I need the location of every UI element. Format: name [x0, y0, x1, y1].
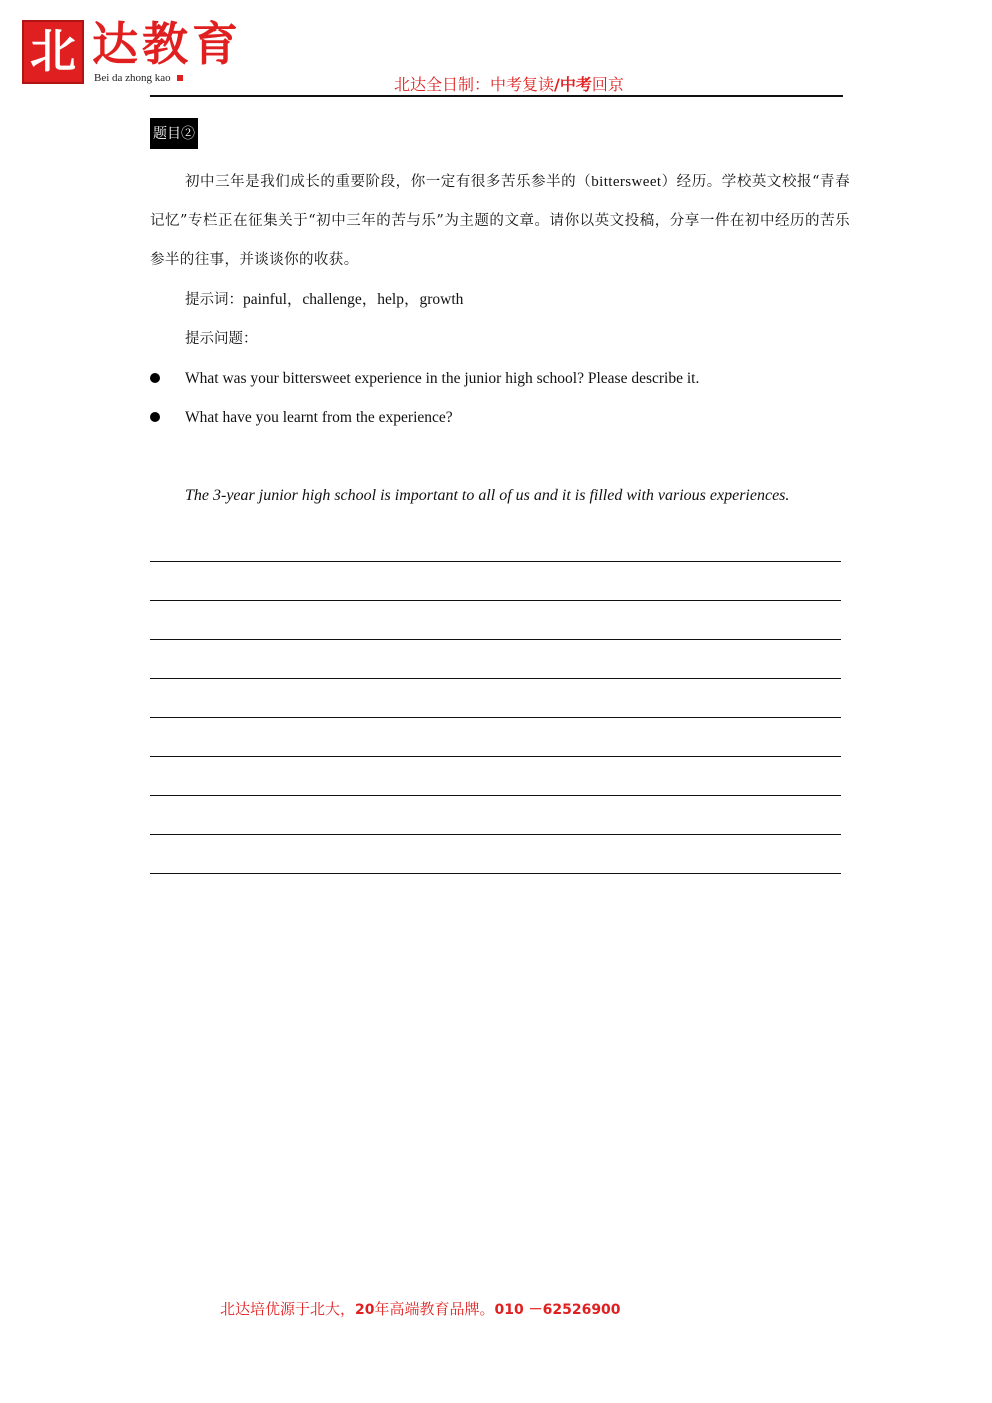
- header-part2: /中考: [554, 75, 592, 94]
- bullet-icon: [150, 373, 160, 383]
- hint-words: painful，challenge，help，growth: [243, 291, 464, 308]
- question-intro: [150, 163, 850, 280]
- hint-words-line: [150, 280, 850, 320]
- writing-line[interactable]: [150, 679, 841, 718]
- intro-text-en: bittersweet: [591, 174, 662, 190]
- writing-line[interactable]: [150, 523, 841, 562]
- bullet-item: [150, 398, 850, 437]
- bullet-item: [150, 359, 850, 398]
- writing-line[interactable]: [150, 796, 841, 835]
- logo-boxed-char: 北: [22, 20, 84, 84]
- footer-phone: 010 －62526900: [494, 1302, 621, 1318]
- bullet-text: What was your bittersweet experience in the junior high school? Please describe it.: [185, 370, 700, 387]
- bullet-text: What have you learnt from the experience?: [185, 409, 453, 426]
- hint-words-label: 提示词：: [185, 292, 243, 308]
- writing-line[interactable]: [150, 640, 841, 679]
- header-part3: 回京: [591, 75, 624, 94]
- intro-text-pre: 初中三年是我们成长的重要阶段，你一定有很多苦乐参半的（: [185, 174, 592, 190]
- writing-lines: [150, 523, 850, 874]
- bullet-icon: [150, 412, 160, 422]
- footer-part1: 北达培优源于北大，: [220, 1300, 356, 1318]
- writing-line[interactable]: [150, 835, 841, 874]
- page-header: [394, 72, 624, 95]
- intro-text-post: ）经历。学校英文校报“青春记忆”专栏正在征集关于“初中三年的苦与乐”为主题的文章。请你以英文投稿，分享一件在初中经历的苦乐参半的往事，并谈谈你的收获。: [150, 174, 850, 268]
- question-content: [150, 118, 850, 874]
- logo-chars: 达教育: [92, 17, 242, 71]
- brand-logo: [18, 14, 288, 100]
- footer-part2: 年高端教育品牌。: [374, 1300, 495, 1318]
- writing-line[interactable]: [150, 562, 841, 601]
- logo-subtitle: [94, 72, 183, 84]
- writing-line[interactable]: [150, 601, 841, 640]
- question-label: 题目②: [150, 118, 198, 149]
- logo-square-icon: [177, 75, 183, 81]
- footer-num1: 20: [355, 1302, 375, 1318]
- writing-line[interactable]: [150, 757, 841, 796]
- hint-questions-label: 提示问题：: [185, 331, 258, 347]
- header-part1: 北达全日制：中考复读: [394, 75, 555, 94]
- page-footer: [220, 1298, 621, 1319]
- essay-starter-sentence: The 3-year junior high school is important to all of us and it is filled with various experiences.: [185, 487, 790, 504]
- writing-line[interactable]: [150, 718, 841, 757]
- header-divider: [150, 95, 843, 97]
- logo-subtitle-text: Bei da zhong kao: [94, 72, 171, 84]
